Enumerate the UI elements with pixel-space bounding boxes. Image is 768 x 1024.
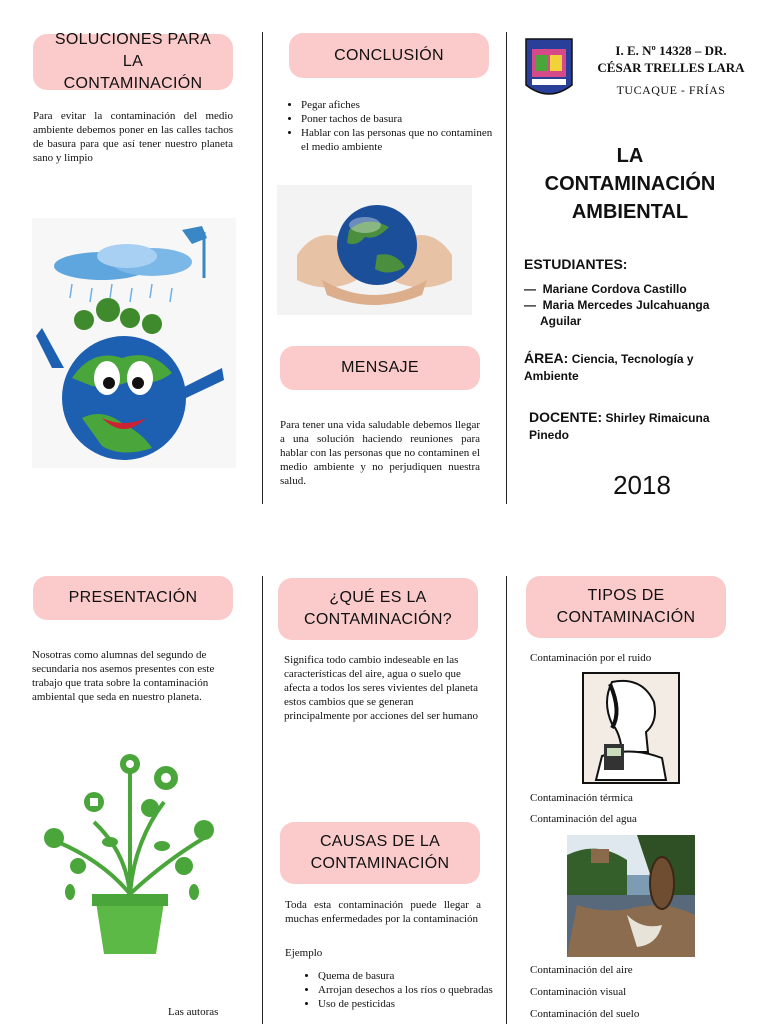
noise-pollution-illustration (582, 672, 680, 784)
area-field: ÁREA: Ciencia, Tecnología y Ambiente (524, 350, 694, 383)
divider-bottom-left (262, 576, 263, 1024)
divider-top-left (262, 32, 263, 504)
earth-character-illustration (32, 218, 236, 468)
list-item: • Uso de pesticidas (318, 997, 498, 1011)
type-item: Contaminación del aire (530, 964, 633, 976)
presentacion-heading: PRESENTACIÓN (33, 576, 233, 620)
divider-bottom-right (506, 576, 507, 1024)
student-list: — Mariane Cordova Castillo — Maria Mercedes Julcahuanga Aguilar (524, 282, 710, 328)
water-pollution-photo (567, 835, 695, 957)
conclusion-heading: CONCLUSIÓN (289, 33, 489, 78)
list-item: • Quema de basura (318, 969, 498, 983)
examples-list (300, 969, 498, 1011)
mensaje-text: Para tener una vida saludable debemos llegar a una solución haciendo reuniones para hablar con las personas que no contaminen el medio ambiente y no perjudiquen nuestra salud. (280, 419, 480, 487)
type-item: Contaminación visual (530, 986, 627, 998)
hands-holding-earth-photo (277, 185, 472, 315)
causas-text: Toda esta contaminación puede llegar a muchas enfermedades por la contaminación (285, 899, 481, 925)
conclusion-list (283, 98, 501, 154)
tipos-heading: TIPOS DE CONTAMINACIÓN (526, 576, 726, 638)
causas-heading: CAUSAS DE LA CONTAMINACIÓN (280, 822, 480, 884)
que-es-text: Significa todo cambio indeseable en las características del aire, agua o suelo que afecta a todos los seres vivientes del planeta estos cambios que se generan principalmente por acciones del ser humano (284, 654, 478, 722)
que-es-heading: ¿QUÉ ES LA CONTAMINACIÓN? (278, 578, 478, 640)
type-item: Contaminación por el ruido (530, 652, 652, 664)
soluciones-text: Para evitar la contaminación del medio ambiente debemos poner en las calles tachos de basura para que así tener nuestro planeta sano y limpio (33, 110, 233, 164)
eco-tree-illustration (34, 742, 232, 957)
signature: Las autoras (168, 1006, 219, 1018)
divider-top-right (506, 32, 507, 504)
list-item: • Hablar con las personas que no contaminen el medio ambiente (301, 126, 501, 154)
type-item: Contaminación térmica (530, 792, 633, 804)
school-logo (522, 33, 576, 105)
teacher-field: DOCENTE: Shirley Rimaicuna Pinedo (529, 409, 710, 442)
list-item: • Arrojan desechos a los ríos o quebradas (318, 983, 498, 997)
example-label: Ejemplo (285, 947, 323, 959)
soluciones-heading: SOLUCIONES PARA LA CONTAMINACIÓN (33, 34, 233, 90)
mensaje-heading: MENSAJE (280, 346, 480, 390)
year: 2018 (613, 470, 671, 500)
students-label: ESTUDIANTES: (524, 256, 628, 272)
list-item: • Poner tachos de basura (301, 112, 501, 126)
main-title: LA CONTAMINACIÓN AMBIENTAL (544, 145, 716, 223)
type-item: Contaminación del agua (530, 813, 637, 825)
presentacion-text: Nosotras como alumnas del segundo de secundaria nos asemos presentes con este trabajo que trata sobre la contaminación ambiental que seda en nuestro planeta. (32, 649, 215, 703)
school-location: TUCAQUE - FRÍAS (616, 83, 726, 97)
school-name: I. E. Nº 14328 – DR. CÉSAR TRELLES LARA (597, 43, 745, 75)
type-item: Contaminación del suelo (530, 1008, 640, 1020)
list-item: • Pegar afiches (301, 98, 501, 112)
